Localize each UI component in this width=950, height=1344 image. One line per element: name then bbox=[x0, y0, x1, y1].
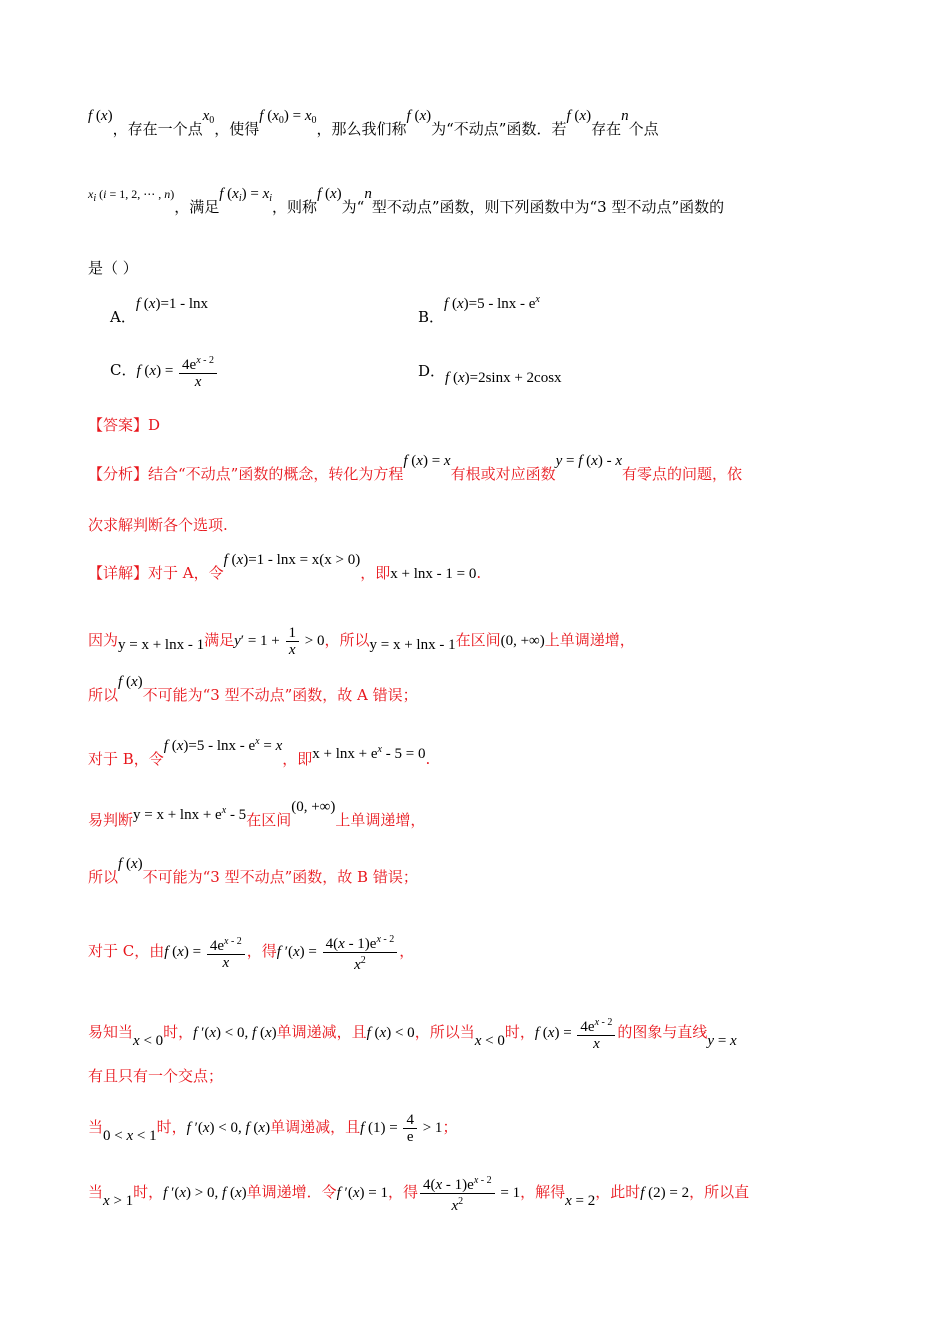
math-fxi-eq-xi: f $(x_i) = x_i$ bbox=[219, 186, 273, 204]
math-b-equation: f $(x)=5 - \ln x - e^x = x$ bbox=[163, 736, 283, 754]
math-derivative-a: y′ = 1 + $\frac{1}{x}$ > 0 bbox=[234, 625, 325, 658]
option-d[interactable]: D．f (x)=2sinx + 2cosx bbox=[418, 362, 562, 386]
option-d-math: f (x)=2sinx + 2cosx bbox=[445, 370, 562, 386]
option-b-math: f $(x)=5 - \ln x - e^x$ bbox=[444, 294, 540, 312]
math-fx-eq-x: f (x) = x bbox=[403, 453, 451, 469]
math-c-function: f (x) = $\frac{4e^{x - 2}}{x}$ bbox=[535, 1015, 618, 1052]
question-line-2: $x_i$ (i = 1, 2, ⋯ , n)，满足f $(x_i) = x_i$，则称f (x)为“n型不动点”函数，则下列函数中为“3 型不动点”函数的 bbox=[88, 196, 890, 224]
detail-c-line-4: 当0 < x < 1时，f ′(x) < 0, f (x)单调递减，且f (1) = $\frac{4}{e}$ > 1； bbox=[88, 1112, 458, 1145]
math-x-eq-2: x = 2 bbox=[565, 1192, 596, 1209]
math-a-equation: f (x)=1 - lnx = x(x > 0) bbox=[223, 552, 361, 568]
question-line-3: 是（ ） bbox=[88, 259, 138, 277]
math-fprime-pos: f ′(x) > 0, f (x) bbox=[163, 1184, 247, 1201]
math-c-derivative: f ′(x) = $\frac{4(x - 1)e^{x - 2}}{x^2}$ bbox=[277, 932, 399, 973]
detail-a-line-1: 【详解】对于 A，令f (x)=1 - lnx = x(x > 0)，即x + lnx - 1 = 0. bbox=[88, 562, 890, 585]
detail-a-line-2: 因为y = x + lnx - 1满足y′ = 1 + $\frac{1}{x}$ > 0，所以y = x + lnx - 1在区间(0, +∞)上单调递增， bbox=[88, 625, 635, 658]
math-fx: f (x) bbox=[406, 108, 432, 124]
math-fprime-neg: f ′(x) < 0, f (x) bbox=[193, 1024, 277, 1041]
math-derivative-eq: $\frac{4(x - 1)e^{x - 2}}{x^2}$ = 1 bbox=[418, 1173, 520, 1214]
math-c-function: f (x) = $\frac{4e^{x - 2}}{x}$ bbox=[164, 934, 247, 971]
detail-b-line-3: 所以f (x)不可能为“3 型不动点”函数，故 B 错误； bbox=[88, 866, 890, 889]
math-f1-gt-1: f (1) = $\frac{4}{e}$ > 1 bbox=[360, 1112, 443, 1145]
math-interval: (0, +∞) bbox=[291, 799, 336, 815]
math-fx: f (x) bbox=[118, 856, 143, 872]
math-y-a: y = x + lnx - 1 bbox=[369, 636, 456, 653]
math-fx: f (x) bbox=[118, 674, 143, 690]
math-a-result: x + lnx - 1 = 0 bbox=[390, 566, 477, 582]
math-y-a: y = x + lnx - 1 bbox=[118, 636, 205, 653]
math-n: n bbox=[621, 108, 629, 124]
math-fx0-eq-x0: f $(x_0) = x_0$ bbox=[259, 108, 317, 126]
option-c-math: f (x) = $\frac{4e^{x - 2}}{x}$ bbox=[136, 353, 219, 390]
math-interval: (0, +∞) bbox=[500, 632, 545, 649]
math-f2-eq-2: f (2) = 2 bbox=[640, 1184, 690, 1201]
math-fx: f (x) bbox=[317, 186, 342, 202]
detail-c-line-3: 有且只有一个交点； bbox=[88, 1067, 224, 1085]
math-fx: f (x) bbox=[566, 108, 592, 124]
detail-b-line-2: 易判断$y = x + \ln x + e^x - 5$在区间(0, +∞)上单调递增， bbox=[88, 806, 890, 832]
option-a-math: f (x)=1 - lnx bbox=[135, 296, 209, 312]
detail-a-line-3: 所以f (x)不可能为“3 型不动点”函数，故 A 错误； bbox=[88, 684, 890, 707]
analysis-line-2: 次求解判断各个选项. bbox=[88, 516, 228, 534]
detail-c-line-1: 对于 C，由f (x) = $\frac{4e^{x - 2}}{x}$ ，得f ′(x) = $\frac{4(x - 1)e^{x - 2}}{x^2}$ ， bbox=[88, 934, 415, 973]
detail-c-line-5: 当x > 1时，f ′(x) > 0, f (x)单调递增．令f ′(x) = 1，得 $\frac{4(x - 1)e^{x - 2}}{x^2}$ = 1，解得x = 2，此时f (2) = 2，所以直 bbox=[88, 1175, 750, 1214]
question-line-1: f (x)，存在一个点$x_0$，使得f $(x_0) = x_0$，那么我们称f (x)为“不动点”函数．若f (x)存在n个点 bbox=[88, 118, 890, 146]
option-b[interactable]: B．f $(x)=5 - \ln x - e^x$ bbox=[418, 294, 540, 326]
math-y-b: $y = x + \ln x + e^x - 5$ bbox=[133, 805, 247, 823]
detail-c-line-2: 易知当x < 0时，f ′(x) < 0, f (x)单调递减，且f (x) < 0，所以当x < 0时，f (x) = $\frac{4e^{x - 2}}{x}$ 的图象与直线y = x bbox=[88, 1017, 737, 1052]
math-x-gt-1: x > 1 bbox=[103, 1192, 134, 1209]
math-xi-set: $x_i$ (i = 1, 2, ⋯ , n) bbox=[88, 187, 175, 204]
option-c[interactable]: C．f (x) = $\frac{4e^{x - 2}}{x}$ bbox=[110, 353, 219, 390]
detail-b-line-1: 对于 B，令f $(x)=5 - \ln x - e^x = x$，即$x + \ln x + e^x - 5 = 0$. bbox=[88, 745, 890, 771]
answer-line: 【答案】D bbox=[88, 416, 161, 434]
math-fx: f (x) bbox=[88, 108, 113, 124]
math-n: n bbox=[364, 186, 372, 202]
math-fx-lt-0: f (x) < 0 bbox=[366, 1024, 415, 1041]
math-fprime-eq-1: f ′(x) = 1 bbox=[336, 1184, 388, 1201]
math-x-lt-0: x < 0 bbox=[474, 1032, 505, 1049]
math-fprime-neg: f ′(x) < 0, f (x) bbox=[186, 1119, 271, 1136]
math-b-result: $x + \ln x + e^x - 5 = 0$ bbox=[312, 744, 426, 762]
math-y-eq-x: y = x bbox=[707, 1032, 737, 1049]
math-0-lt-x-lt-1: 0 < x < 1 bbox=[103, 1127, 157, 1144]
analysis-line-1: 【分析】结合“不动点”函数的概念，转化为方程f (x) = x有根或对应函数y = f (x) - x有零点的问题，依 bbox=[88, 463, 890, 486]
math-y-eq-fx-minus-x: y = f (x) - x bbox=[555, 453, 623, 469]
math-x-lt-0: x < 0 bbox=[133, 1032, 164, 1049]
math-x0: $x_0$ bbox=[202, 108, 215, 126]
option-a[interactable]: A．f (x)=1 - lnx bbox=[110, 296, 209, 326]
